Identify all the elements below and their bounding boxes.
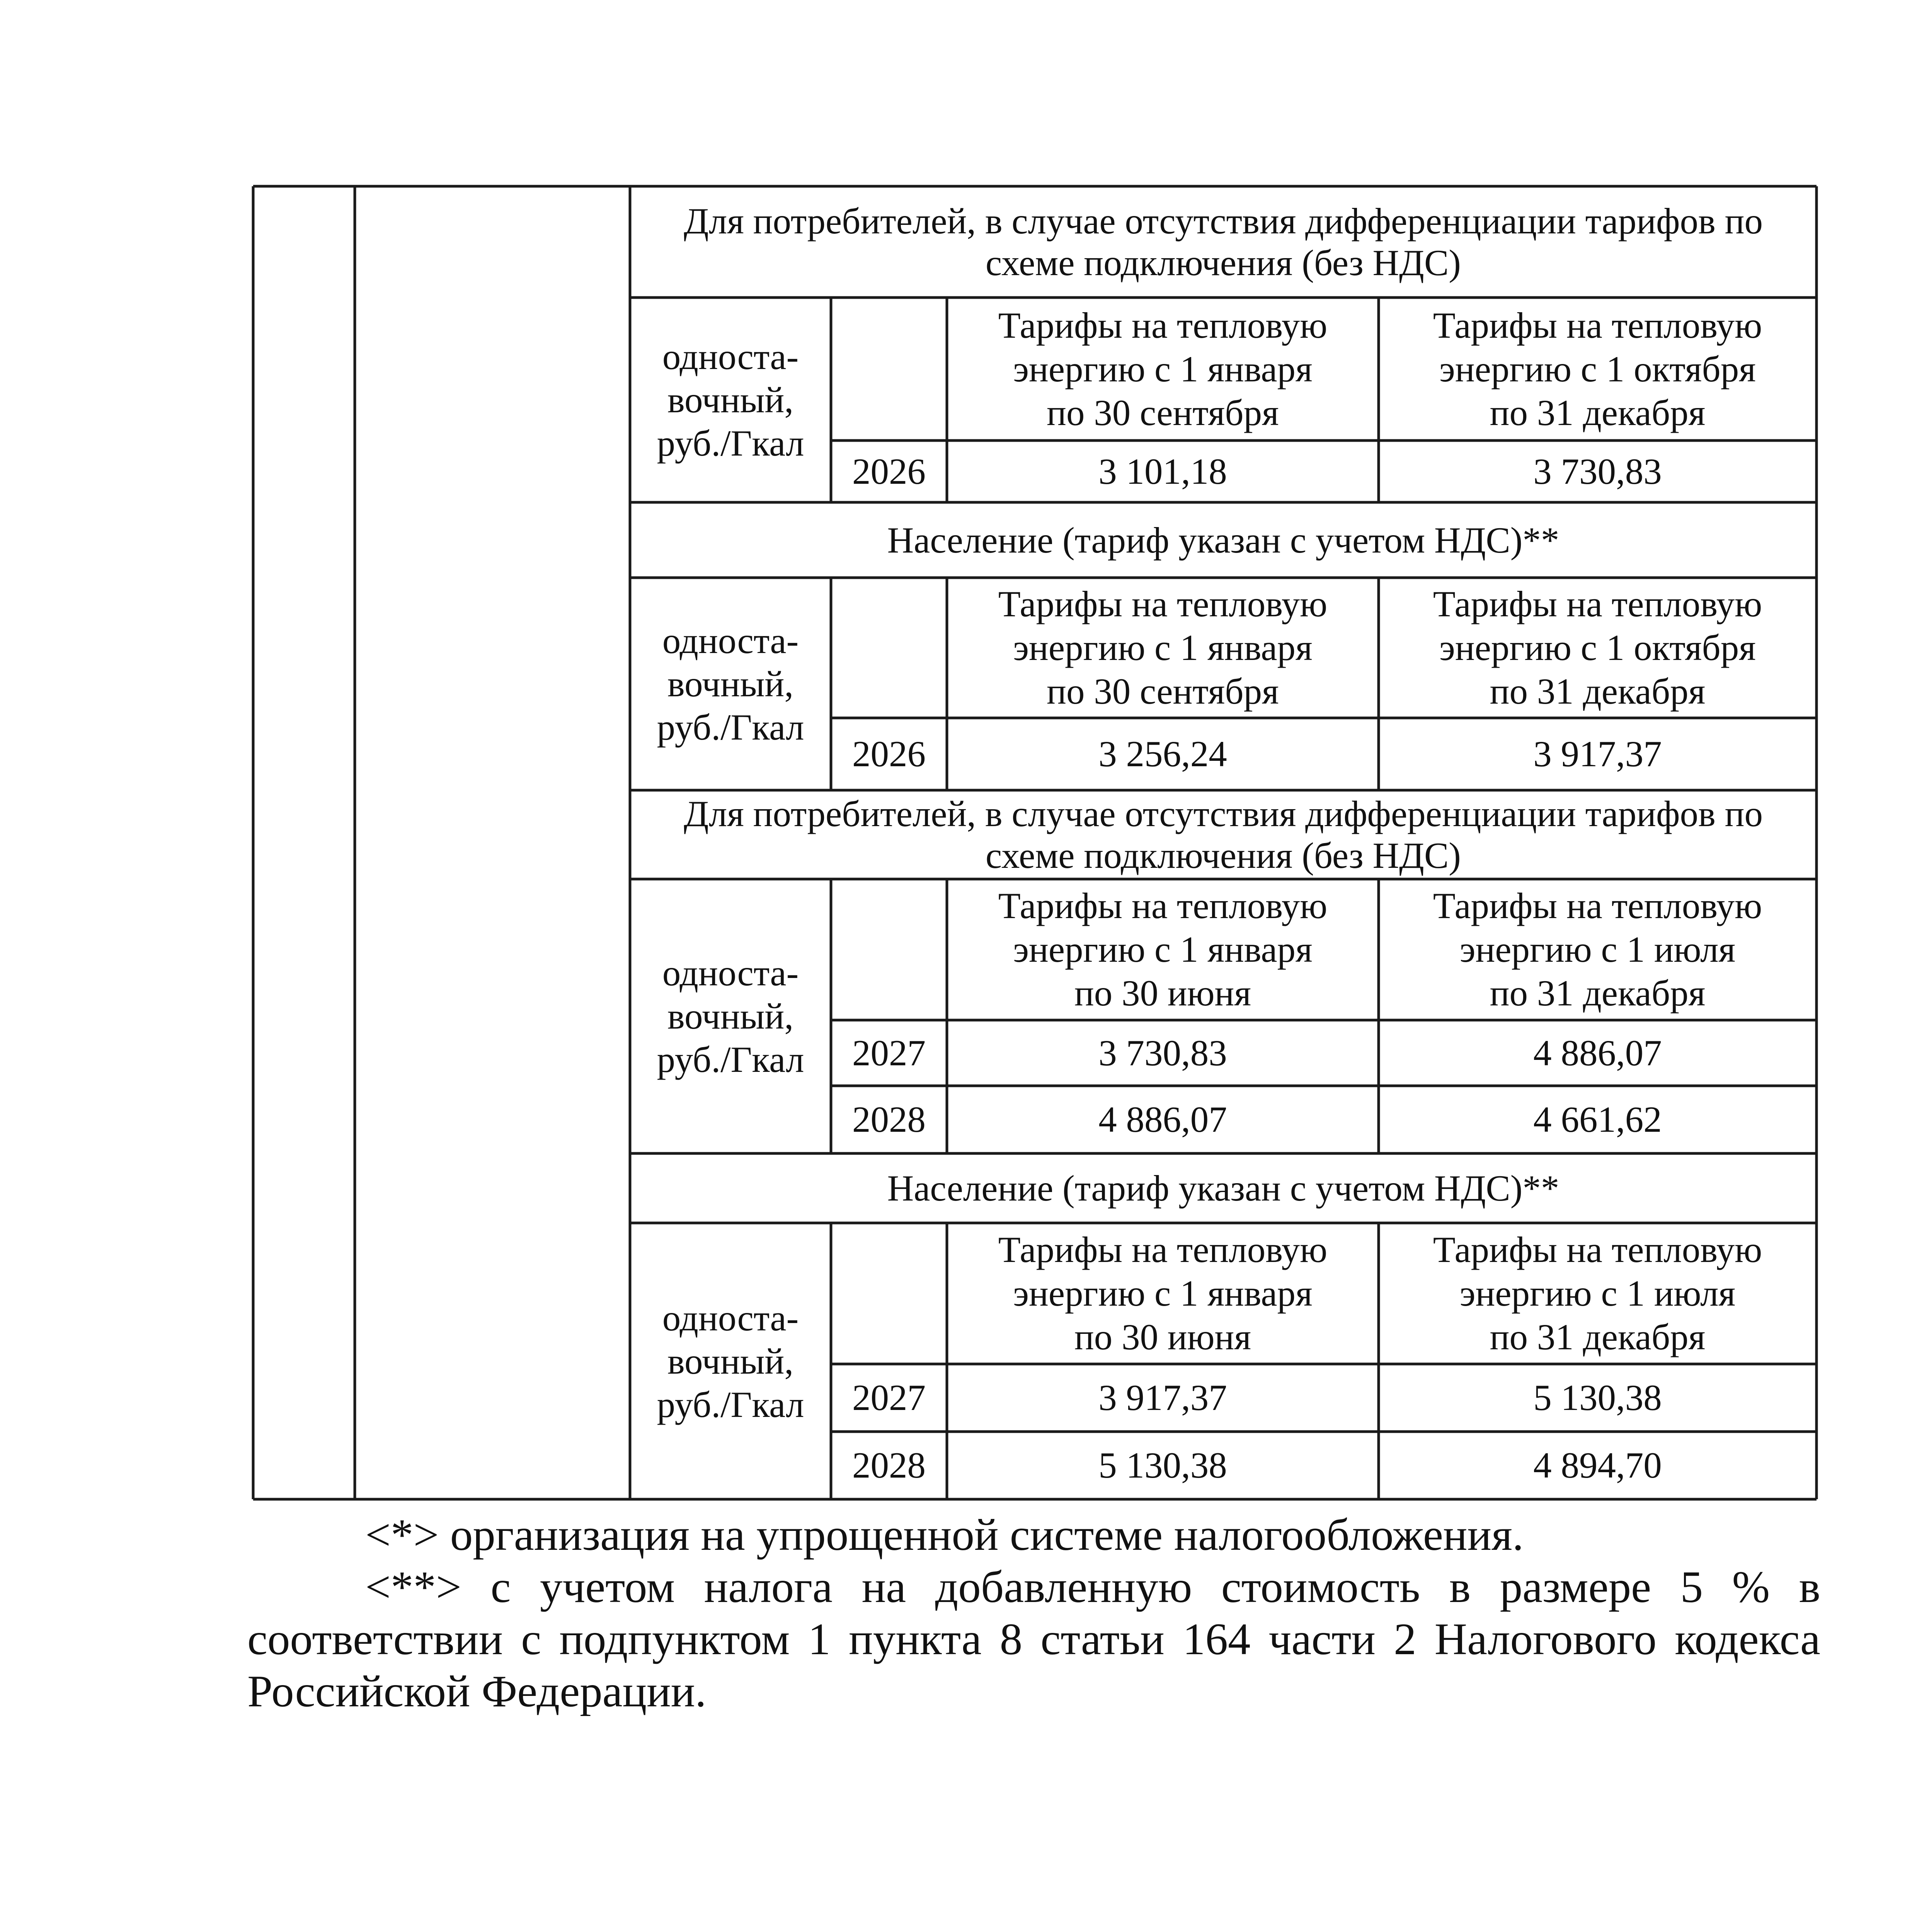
tariff-value-cell: 5 130,38	[1533, 1377, 1662, 1418]
tariff-value-cell: 3 730,83	[1533, 451, 1662, 492]
col2-header-4: Тарифы на тепловую энергию с 1 июля по 31 декабря	[1433, 1229, 1762, 1357]
tariff-value-cell: 3 101,18	[1098, 451, 1227, 492]
unit-label-2: односта- вочный, руб./Гкал	[657, 620, 804, 748]
year-cell: 2028	[852, 1445, 926, 1486]
footnote-word: %	[1732, 1562, 1770, 1612]
col2-header-1: Тарифы на тепловую энергию с 1 октября по 31 декабря	[1433, 304, 1762, 433]
tariff-value-cell: 4 661,62	[1533, 1099, 1662, 1140]
tariff-value-cell: 3 256,24	[1098, 733, 1227, 774]
year-cell: 2027	[852, 1377, 926, 1418]
footnote-word: с	[521, 1614, 541, 1664]
footnote-word: налога	[704, 1562, 833, 1612]
col1-header-4: Тарифы на тепловую энергию с 1 января по 30 июня	[998, 1229, 1328, 1357]
tariff-value-cell: 3 917,37	[1533, 733, 1662, 774]
footnote-word: учетом	[540, 1562, 675, 1612]
footnote-word: 164	[1182, 1614, 1251, 1664]
section-header-3: Для потребителей, в случае отсутствия дифференциации тарифов по схеме подключения (без НДС)	[684, 793, 1763, 876]
tariff-value-cell: 4 886,07	[1533, 1032, 1662, 1073]
footnote-word: 2	[1394, 1614, 1416, 1664]
footnote-word: Налогового	[1434, 1614, 1657, 1664]
footnote-word: на	[861, 1562, 906, 1612]
year-cell: 2026	[852, 733, 926, 774]
footnote-word: пункта	[849, 1614, 982, 1664]
footnote-vat-line-2	[247, 1613, 1820, 1665]
footnote-word: <**>	[365, 1562, 461, 1612]
footnote-vat-line-3: Российской Федерации.	[247, 1667, 707, 1716]
unit-label-1: односта- вочный, руб./Гкал	[657, 336, 804, 464]
footnote-vat-line-1	[365, 1561, 1820, 1613]
footnote-word: с	[490, 1562, 511, 1612]
unit-label-3: односта- вочный, руб./Гкал	[657, 952, 804, 1080]
col2-header-3: Тарифы на тепловую энергию с 1 июля по 31 декабря	[1433, 885, 1762, 1014]
section-header-1: Для потребителей, в случае отсутствия дифференциации тарифов по схеме подключения (без НДС)	[684, 201, 1763, 283]
col1-header-2: Тарифы на тепловую энергию с 1 января по 30 сентября	[998, 583, 1328, 712]
footnote-word: 5	[1680, 1562, 1703, 1612]
tariff-value-cell: 3 730,83	[1098, 1032, 1227, 1073]
footnote-word: статьи	[1040, 1614, 1165, 1664]
footnote-simplified-tax: <*> организация на упрощенной системе налогообложения.	[365, 1510, 1524, 1560]
footnote-word: 8	[999, 1614, 1023, 1664]
year-cell: 2028	[852, 1099, 926, 1140]
tariff-value-cell: 5 130,38	[1098, 1445, 1227, 1486]
footnote-word: стоимость	[1221, 1562, 1420, 1612]
section-header-2: Население (тариф указан с учетом НДС)**	[887, 519, 1559, 561]
footnote-word: подпунктом	[559, 1614, 790, 1664]
footnote-word: добавленную	[935, 1562, 1192, 1612]
footnote-word: размере	[1500, 1562, 1651, 1612]
footnote-word: части	[1268, 1614, 1376, 1664]
footnote-word: 1	[808, 1614, 831, 1664]
footnote-word: соответствии	[247, 1614, 503, 1664]
col1-header-3: Тарифы на тепловую энергию с 1 января по 30 июня	[998, 885, 1328, 1014]
footnote-word: в	[1449, 1562, 1471, 1612]
tariff-value-cell: 4 886,07	[1098, 1099, 1227, 1140]
footnote-word: в	[1799, 1562, 1820, 1612]
col2-header-2: Тарифы на тепловую энергию с 1 октября по 31 декабря	[1433, 583, 1762, 712]
year-cell: 2026	[852, 451, 926, 492]
unit-label-4: односта- вочный, руб./Гкал	[657, 1297, 804, 1425]
tariff-value-cell: 3 917,37	[1098, 1377, 1227, 1418]
footnotes	[247, 1509, 1820, 1716]
footnote-word: кодекса	[1675, 1614, 1820, 1664]
col1-header-1: Тарифы на тепловую энергию с 1 января по 30 сентября	[998, 304, 1328, 433]
tariff-value-cell: 4 894,70	[1533, 1445, 1662, 1486]
year-cell: 2027	[852, 1032, 926, 1073]
section-header-4: Население (тариф указан с учетом НДС)**	[887, 1168, 1559, 1209]
